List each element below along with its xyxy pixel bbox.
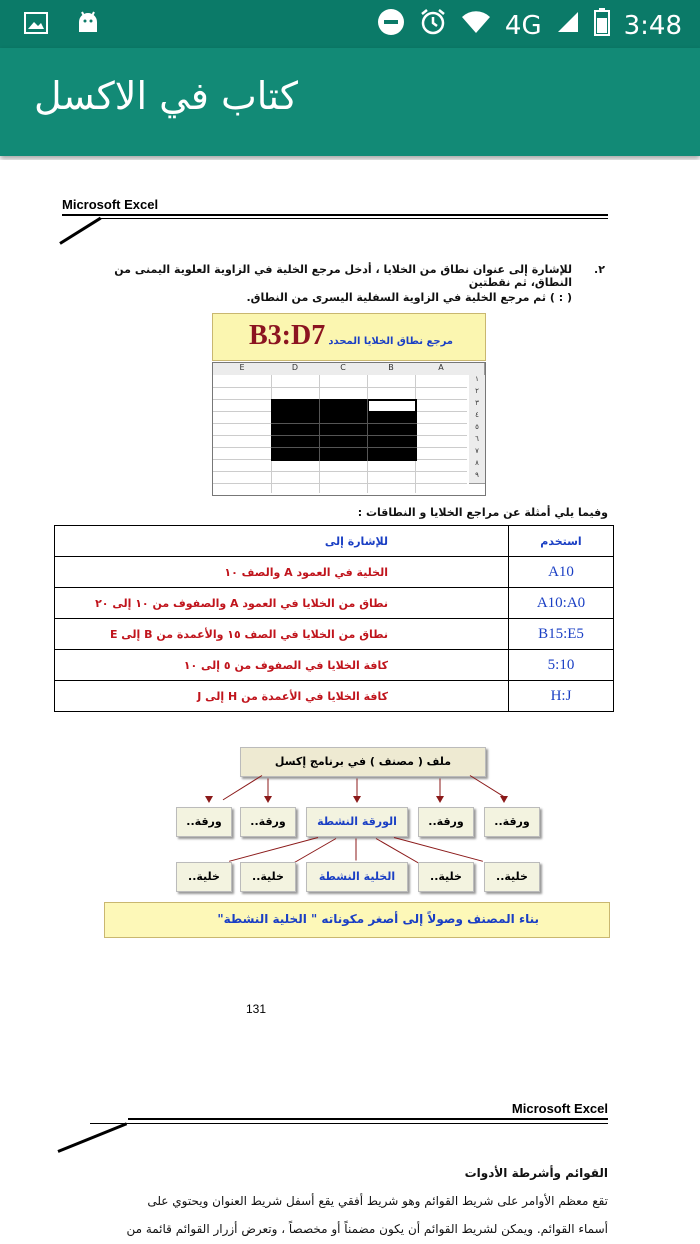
row-header: ٨	[469, 459, 485, 472]
page-header: Microsoft Excel	[62, 197, 159, 212]
header-rule-thin	[90, 1123, 608, 1124]
header-rule	[128, 1118, 608, 1120]
diagram-caption: بناء المصنف وصولاً إلى أصغر مكوناته " الخلية النشطة"	[217, 912, 539, 926]
active-sheet-box: الورقة النشطة	[306, 807, 408, 837]
cell-box: خلية..	[176, 862, 232, 892]
alarm-icon	[419, 8, 447, 43]
app-bar	[0, 48, 700, 156]
header-slash	[59, 217, 101, 245]
range-caption: مرجع نطاق الخلايا المحدد	[328, 336, 453, 347]
examples-intro: وفيما يلي أمثلة عن مراجع الخلايا و النطاقات :	[357, 506, 608, 519]
header-rule	[62, 214, 608, 216]
table-row	[55, 619, 614, 650]
range-reference-box	[212, 313, 486, 361]
android-icon	[76, 10, 100, 40]
paragraph-line: ( : ) ثم مرجع الخلية في الزاوية السفلية اليسرى من النطاق.	[246, 291, 572, 304]
references-table	[54, 525, 614, 712]
header-rule-thin	[100, 218, 608, 219]
item-number: ٢.	[594, 263, 605, 276]
column-header: E	[213, 363, 272, 375]
page-header: Microsoft Excel	[511, 1101, 608, 1116]
table-row	[55, 588, 614, 619]
header-slash	[57, 1122, 127, 1153]
paragraph-line: أسماء القوائم. ويمكن لشريط القوائم أن يكون مضمناً أو مخصصاً ، وتعرض أزرار القوائم قائمة من	[126, 1222, 608, 1236]
row-header: ٤	[469, 411, 485, 424]
document-page[interactable]	[0, 160, 700, 1244]
spreadsheet-grid	[212, 362, 486, 496]
column-header: A	[415, 363, 468, 375]
row-header: ٦	[469, 435, 485, 448]
page-number: 131	[246, 1002, 267, 1016]
paragraph-line: للإشارة إلى عنوان نطاق من الخلايا ، أدخل مرجع الخلية في الزاوية العلوية اليمنى من النطاق، ثم نقطتين	[114, 263, 572, 289]
row-header: ١	[469, 375, 485, 388]
table-cell: B15:E5	[509, 619, 614, 650]
row-header: ٢	[469, 387, 485, 400]
range-reference: B3:D7	[249, 320, 326, 351]
table-cell: نطاق من الخلايا في الصف ١٥ والأعمدة من B إلى E	[55, 619, 509, 650]
active-cell	[369, 401, 415, 411]
row-header: ٥	[469, 423, 485, 436]
table-cell: 5:10	[509, 650, 614, 681]
row-header: ٩	[469, 471, 485, 484]
signal-icon	[556, 10, 580, 41]
table-header-row	[55, 526, 614, 557]
table-cell: كافة الخلايا في الأعمدة من H إلى J	[55, 681, 509, 712]
table-row	[55, 557, 614, 588]
app-title: كتاب في الاكسل	[34, 74, 298, 118]
table-cell: H:J	[509, 681, 614, 712]
table-header: للإشارة إلى	[55, 526, 509, 557]
network-type: 4G	[504, 10, 542, 41]
active-cell-box: الخلية النشطة	[306, 862, 408, 892]
row-header: ٣	[469, 399, 485, 412]
cell-box: خلية..	[418, 862, 474, 892]
column-header: B	[367, 363, 416, 375]
wifi-icon	[461, 10, 491, 41]
sheet-box: ورقة..	[484, 807, 540, 837]
table-cell: نطاق من الخلايا في العمود A والصفوف من ١٠ إلى ٢٠	[55, 588, 509, 619]
clock: 3:48	[623, 10, 682, 41]
corner-cell	[467, 363, 485, 375]
image-icon	[24, 12, 48, 38]
paragraph-line: تقع معظم الأوامر على شريط القوائم وهو شريط أفقي يقع أسفل شريط العنوان ويحتوي على	[147, 1194, 608, 1208]
workbook-box: ملف ( مصنف ) في برنامج إكسل	[240, 747, 486, 777]
diagram-caption-box	[104, 902, 610, 938]
table-cell: كافة الخلايا في الصفوف من ٥ إلى ١٠	[55, 650, 509, 681]
sheet-box: ورقة..	[176, 807, 232, 837]
column-header: C	[319, 363, 368, 375]
table-header: استخدم	[509, 526, 614, 557]
column-header: D	[271, 363, 320, 375]
table-cell: الخلية في العمود A والصف ١٠	[55, 557, 509, 588]
sheet-box: ورقة..	[418, 807, 474, 837]
section-title: القوائم وأشرطة الأدوات	[464, 1166, 608, 1180]
table-cell: A10	[509, 557, 614, 588]
row-header: ٧	[469, 447, 485, 460]
status-bar	[0, 0, 700, 48]
cell-box: خلية..	[484, 862, 540, 892]
cell-box: خلية..	[240, 862, 296, 892]
do-not-disturb-icon	[377, 8, 405, 43]
battery-icon	[594, 8, 610, 43]
table-row	[55, 681, 614, 712]
table-row	[55, 650, 614, 681]
table-cell: A10:A0	[509, 588, 614, 619]
sheet-box: ورقة..	[240, 807, 296, 837]
